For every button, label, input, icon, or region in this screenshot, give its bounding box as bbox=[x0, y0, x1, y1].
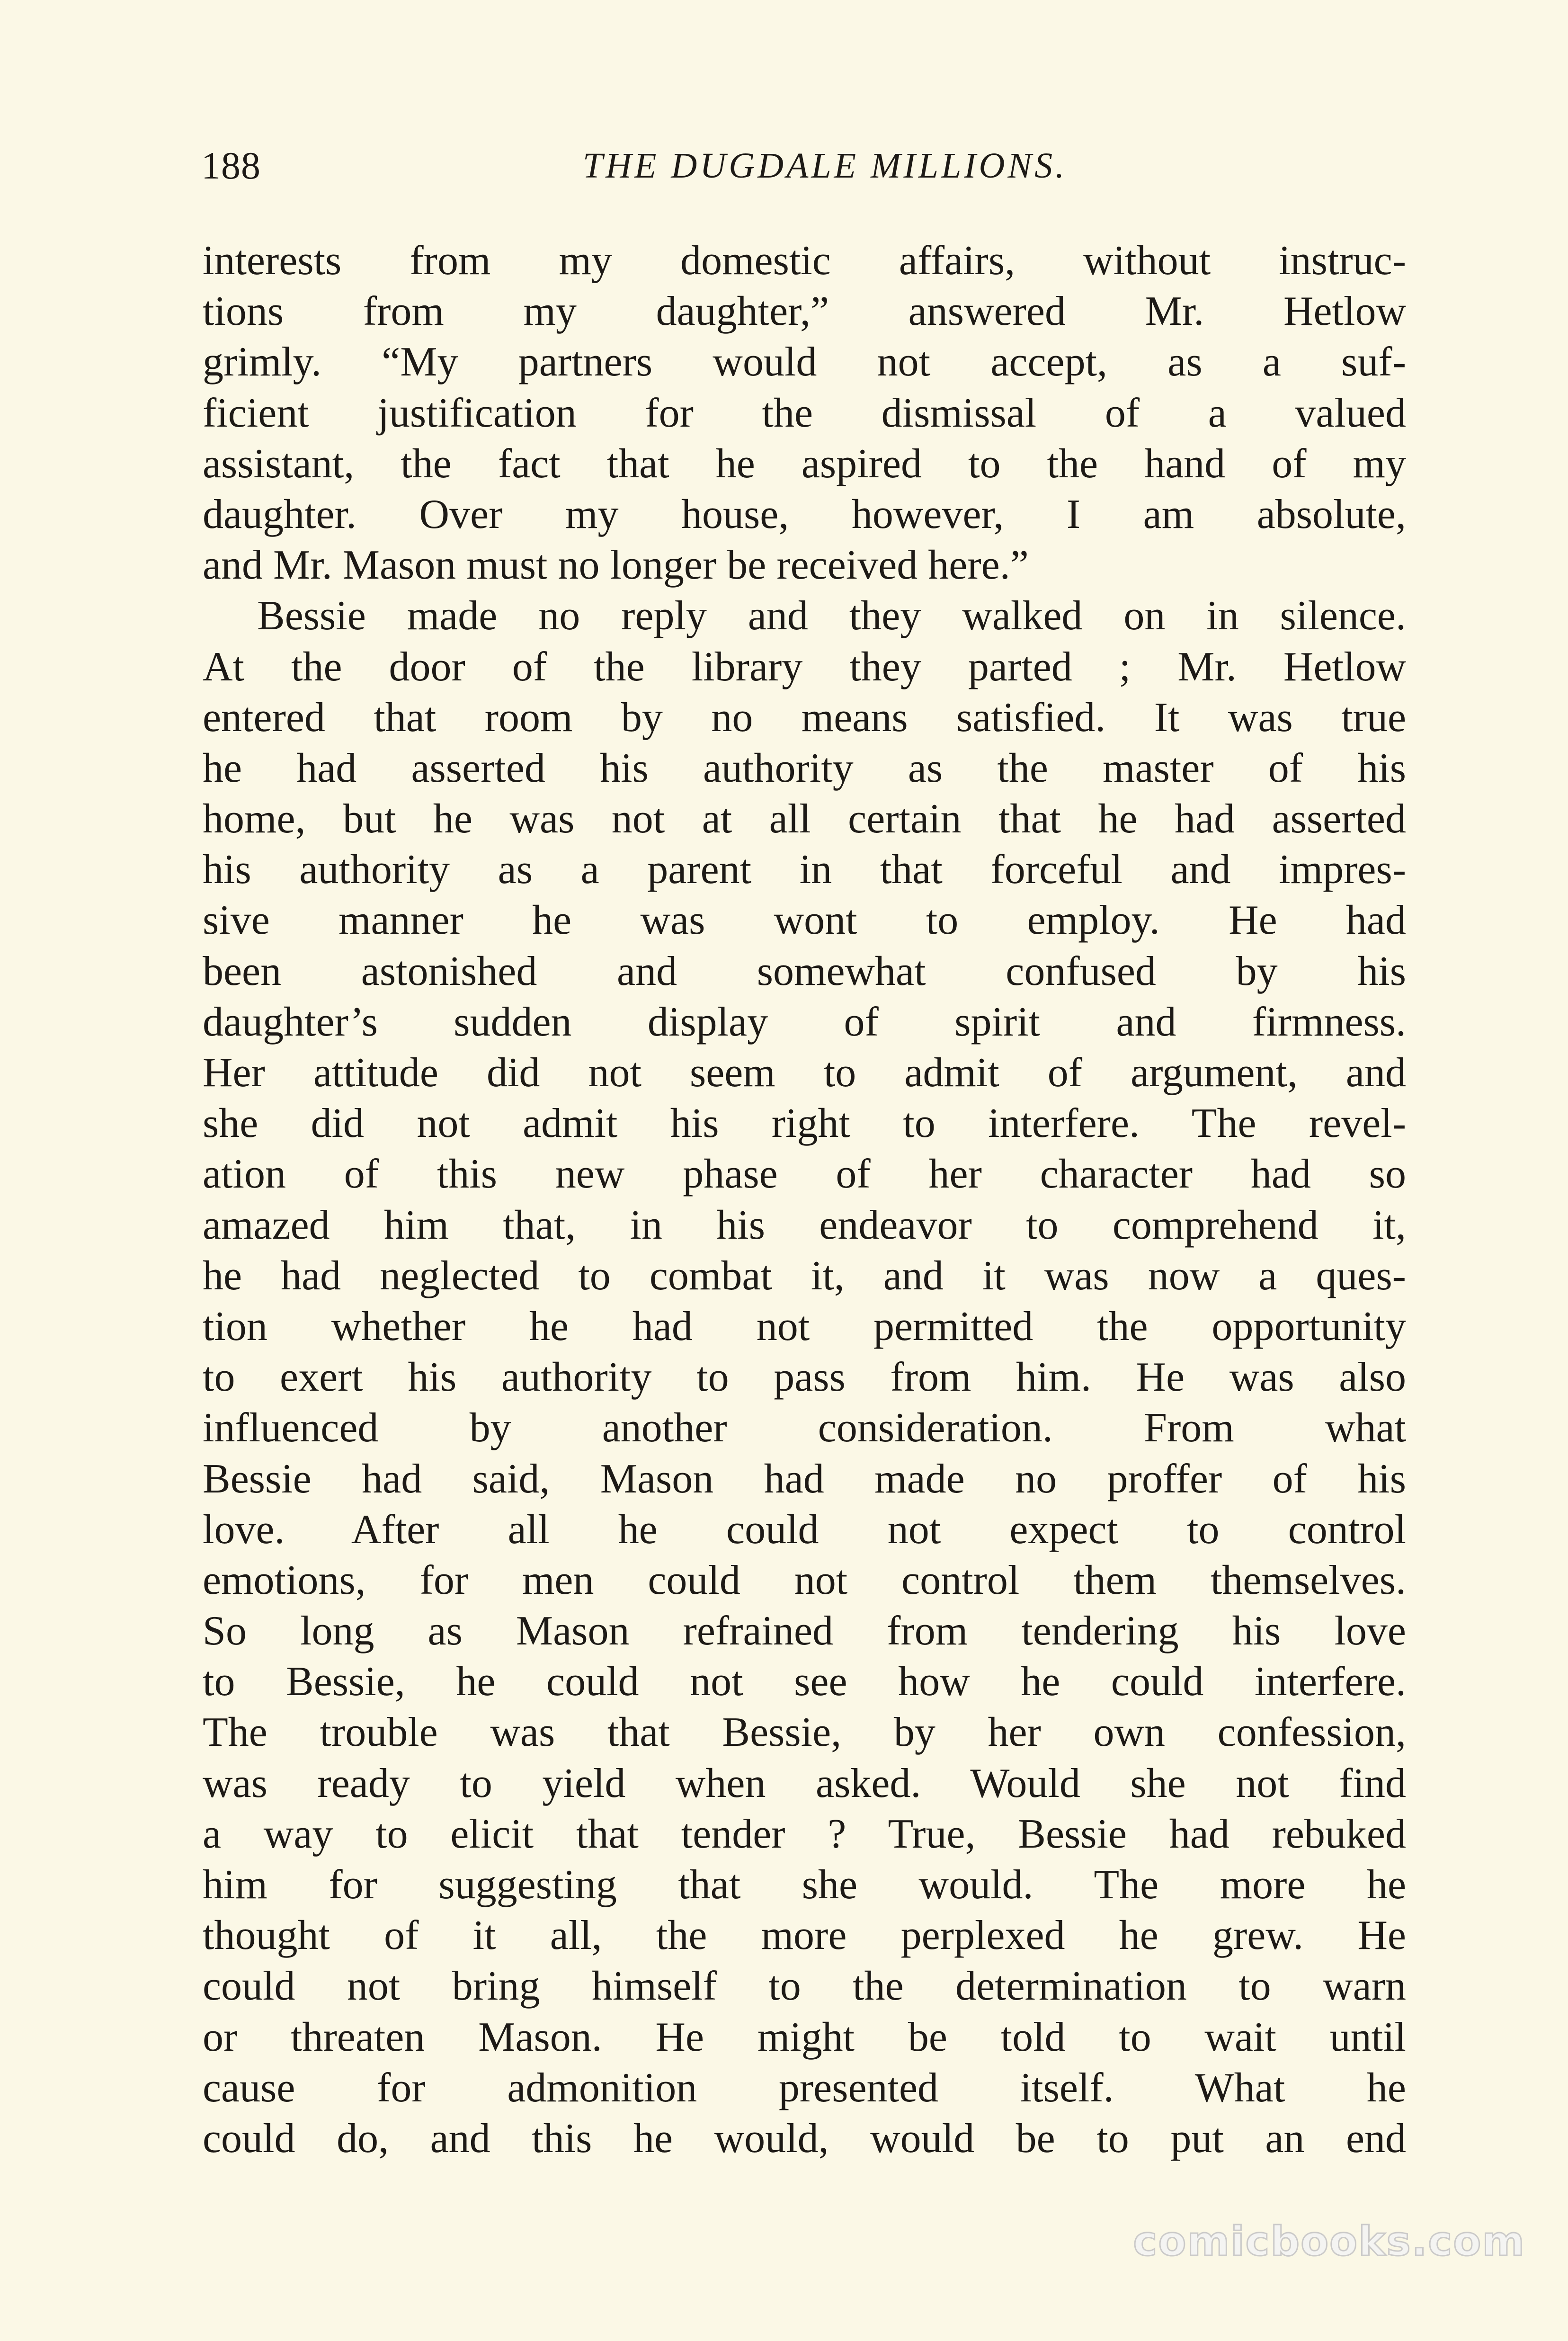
text-line: grimly. “My partners would not accept, as a suf- bbox=[203, 339, 1406, 385]
text-line: influenced by another consideration. From what bbox=[203, 1405, 1406, 1451]
page-number: 188 bbox=[201, 144, 261, 187]
running-title: THE DUGDALE MILLIONS. bbox=[582, 146, 1068, 186]
text-line: ficient justification for the dismissal of a valued bbox=[203, 390, 1406, 436]
text-line: thought of it all, the more perplexed he grew. He bbox=[203, 1912, 1406, 1959]
page-header bbox=[201, 137, 1411, 194]
text-line: emotions, for men could not control them themselves. bbox=[203, 1557, 1406, 1603]
text-line: he had neglected to combat it, and it was now a ques- bbox=[203, 1252, 1406, 1299]
text-line: his authority as a parent in that forceful and impres- bbox=[203, 847, 1406, 893]
text-line: entered that room by no means satisfied. It was true bbox=[203, 694, 1406, 741]
text-line: At the door of the library they parted ; Mr. Hetlow bbox=[203, 643, 1406, 690]
text-line: assistant, the fact that he aspired to the hand of my bbox=[203, 440, 1406, 487]
text-line: a way to elicit that tender ? True, Bessie had rebuked bbox=[203, 1811, 1406, 1857]
text-line: he had asserted his authority as the master of his bbox=[203, 745, 1406, 791]
text-line: So long as Mason refrained from tendering his love bbox=[203, 1608, 1406, 1654]
text-line: could not bring himself to the determination to warn bbox=[203, 1963, 1406, 2010]
text-line: daughter. Over my house, however, I am absolute, bbox=[203, 491, 1406, 537]
text-line: tion whether he had not permitted the opportunity bbox=[203, 1303, 1406, 1349]
text-line: to exert his authority to pass from him. He was also bbox=[203, 1354, 1406, 1401]
text-line: been astonished and somewhat confused by his bbox=[203, 948, 1406, 994]
text-line: amazed him that, in his endeavor to comprehend it, bbox=[203, 1202, 1406, 1248]
text-line: Bessie made no reply and they walked on in silence. bbox=[257, 593, 1406, 639]
text-line: cause for admonition presented itself. What he bbox=[203, 2064, 1406, 2111]
text-line: him for suggesting that she would. The more he bbox=[203, 1862, 1406, 1908]
text-line: she did not admit his right to interfere. The revel- bbox=[203, 1100, 1406, 1147]
text-line: love. After all he could not expect to control bbox=[203, 1506, 1406, 1553]
text-line: daughter’s sudden display of spirit and firmness. bbox=[203, 999, 1406, 1045]
text-line: or threaten Mason. He might be told to wait until bbox=[203, 2014, 1406, 2060]
watermark: comicbooks.com bbox=[1133, 2218, 1525, 2265]
text-line: interests from my domestic affairs, without instruc- bbox=[203, 238, 1406, 284]
text-line: tions from my daughter,” answered Mr. Hetlow bbox=[203, 288, 1406, 335]
text-line: The trouble was that Bessie, by her own confession, bbox=[203, 1709, 1406, 1756]
text-line: could do, and this he would, would be to put an end bbox=[203, 2115, 1406, 2162]
text-line: Her attitude did not seem to admit of argument, and bbox=[203, 1050, 1406, 1096]
text-line: was ready to yield when asked. Would she not find bbox=[203, 1760, 1406, 1806]
text-line: ation of this new phase of her character had so bbox=[203, 1151, 1406, 1197]
text-line: Bessie had said, Mason had made no proffer of his bbox=[203, 1456, 1406, 1502]
body-text bbox=[203, 235, 1406, 2164]
text-line: sive manner he was wont to employ. He had bbox=[203, 897, 1406, 944]
text-line: and Mr. Mason must no longer be received here.” bbox=[203, 542, 1029, 589]
text-line: to Bessie, he could not see how he could interfere. bbox=[203, 1659, 1406, 1705]
text-line: home, but he was not at all certain that he had asserted bbox=[203, 796, 1406, 842]
